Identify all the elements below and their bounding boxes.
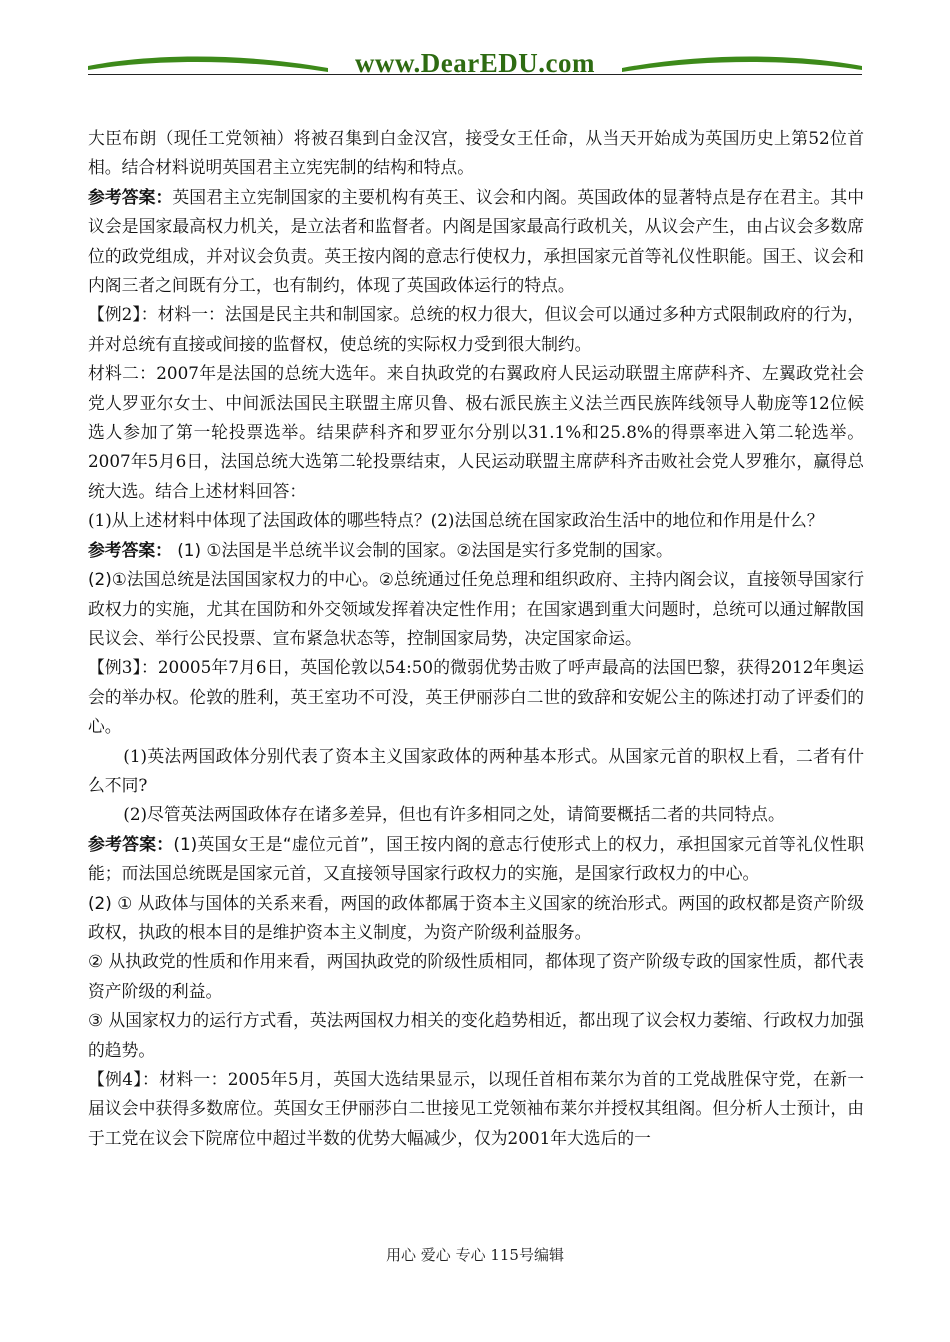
paragraph-p14 <box>88 1006 864 1065</box>
paragraph-text: 【例4】：材料一：2005年5月，英国大选结果显示，以现任首相布莱尔为首的工党战胜保守党，在新一届议会中获得多数席位。英国女王伊丽莎白二世接见工党领袖布莱尔并授权其组阁。但分析人士预计，由于工党在议会下院席位中超过半数的优势大幅减少，仅为2001年大选后的一 <box>88 1069 864 1148</box>
header-rule <box>88 74 862 75</box>
site-header <box>88 44 862 84</box>
paragraph-p15 <box>88 1065 864 1153</box>
answer-text: ③ 从国家权力的运行方式看，英法两国权力相关的变化趋势相近，都出现了议会权力萎缩、行政权力加强的趋势。 <box>88 1010 864 1060</box>
question-text: (1)英法两国政体分别代表了资本主义国家政体的两种基本形式。从国家元首的职权上看，二者有什么不同? <box>88 745 864 795</box>
paragraph-p1 <box>88 124 864 183</box>
site-logo-text[interactable]: www.DearEDU.com <box>355 48 595 78</box>
answer-label: 参考答案： <box>88 539 172 560</box>
paragraph-p2 <box>88 183 864 301</box>
answer-text: (2) ① 从政体与国体的关系来看，两国的政体都属于资本主义国家的统治形式。两国的政权都是资产阶级政权，执政的根本目的是维护资本主义制度，为资产阶级利益服务。 <box>88 892 864 942</box>
paragraph-p13 <box>88 947 864 1006</box>
paragraph-text: 大臣布朗（现任工党领袖）将被召集到白金汉宫，接受女王任命，从当天开始成为英国历史上第52位首相。结合材料说明英国君主立宪宪制的结构和特点。 <box>88 128 864 178</box>
answer-text: (1) ①法国是半总统半议会制的国家。②法国是实行多党制的国家。 <box>171 539 673 560</box>
paragraph-p12 <box>88 889 864 948</box>
document-body <box>88 124 864 1153</box>
paragraph-p9 <box>88 742 864 801</box>
paragraph-text: 【例2】：材料一：法国是民主共和制国家。总统的权力很大，但议会可以通过多种方式限制政府的行为，并对总统有直接或间接的监督权，使总统的实际权力受到很大制约。 <box>88 304 864 354</box>
answer-label: 参考答案： <box>88 186 173 207</box>
paragraph-p3 <box>88 300 864 359</box>
paragraph-p7 <box>88 565 864 653</box>
paragraph-p6 <box>88 536 864 565</box>
paragraph-p10 <box>88 800 864 829</box>
answer-label: 参考答案： <box>88 833 174 854</box>
paragraph-text: 材料二：2007年是法国的总统大选年。来自执政党的右翼政府人民运动联盟主席萨科齐、左翼政党社会党人罗亚尔女士、中间派法国民主联盟主席贝鲁、极右派民族主义法兰西民族阵线领导人勒庞等12位候选人参加了第一轮投票选举。结果萨科齐和罗亚尔分别以31.1%和25.8%的得票率进入第二轮选举。2007年5月6日，法国总统大选第二轮投票结束，人民运动联盟主席萨科齐击败社会党人罗雅尔，赢得总统大选。结合上述材料回答： <box>88 363 864 501</box>
paragraph-p8 <box>88 653 864 741</box>
question-text: (1)从上述材料中体现了法国政体的哪些特点？(2)法国总统在国家政治生活中的地位和作用是什么？ <box>88 510 824 531</box>
question-text: (2)尽管英法两国政体存在诸多差异，但也有许多相同之处，请简要概括二者的共同特点。 <box>123 804 785 825</box>
paragraph-p11 <box>88 830 864 889</box>
answer-text: (1)英国女王是“虚位元首”，国王按内阁的意志行使形式上的权力，承担国家元首等礼仪性职能；而法国总统既是国家元首，又直接领导国家行政权力的实施，是国家行政权力的中心。 <box>88 833 864 884</box>
answer-text: (2)①法国总统是法国国家权力的中心。②总统通过任免总理和组织政府、主持内阁会议，直接领导国家行政权力的实施，尤其在国防和外交领域发挥着决定性作用；在国家遇到重大问题时，总统可以通过解散国民议会、举行公民投票、宣布紧急状态等，控制国家局势，决定国家命运。 <box>88 569 864 648</box>
answer-text: ② 从执政党的性质和作用来看，两国执政党的阶级性质相同，都体现了资产阶级专政的国家性质，都代表资产阶级的利益。 <box>88 951 864 1001</box>
answer-text: 英国君主立宪制国家的主要机构有英王、议会和内阁。英国政体的显著特点是存在君主。其中议会是国家最高权力机关，是立法者和监督者。内阁是国家最高行政机关，从议会产生，由占议会多数席位的政党组成，并对议会负责。英王按内阁的意志行使权力，承担国家元首等礼仪性职能。国王、议会和内阁三者之间既有分工，也有制约，体现了英国政体运行的特点。 <box>88 186 864 296</box>
page-footer: 用心 爱心 专心 115号编辑 <box>386 1246 564 1264</box>
paragraph-text: 【例3】：20005年7月6日，英国伦敦以54:50的微弱优势击败了呼声最高的法国巴黎，获得2012年奥运会的举办权。伦敦的胜利，英王室功不可没，英王伊丽莎白二世的致辞和安妮公主的陈述打动了评委们的心。 <box>88 657 864 737</box>
paragraph-p4 <box>88 359 864 506</box>
paragraph-p5 <box>88 506 864 535</box>
